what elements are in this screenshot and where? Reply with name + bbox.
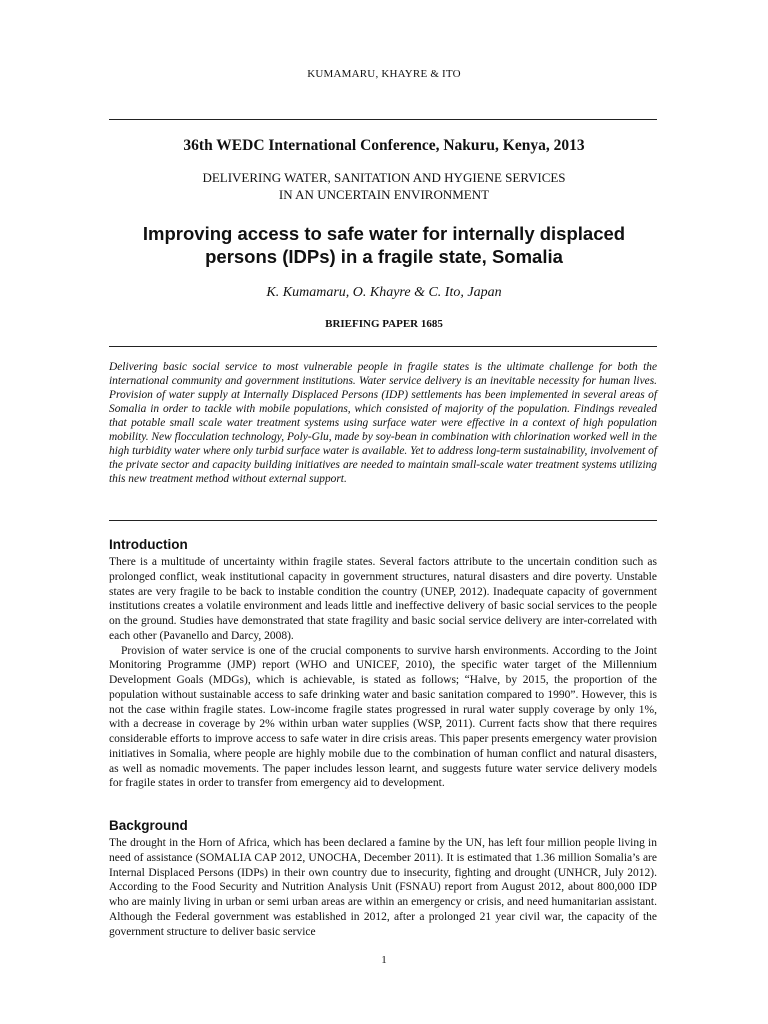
briefing-paper-label: BRIEFING PAPER 1685 bbox=[325, 318, 443, 330]
paper-title bbox=[110, 222, 658, 268]
abstract-top-divider bbox=[109, 346, 657, 347]
abstract: Delivering basic social service to most vulnerable people in fragile states is the ultimate challenge for both the international community and government institutions. Water service delivery is an inevitable necessity for human lives. Provision of water supply at Internally Displaced Persons (IDP) settlements has been implemented in several areas of Somalia in order to tackle with mobile populations, which consisted of majority of the population. Findings revealed that potable small scale water treatment systems using surface water were effective in a context of high population mobility. New flocculation technology, Poly-Glu, made by soy-bean in combination with chlorination worked well in the high turbidity water where only turbid surface water is available. Yet to address long-term sustainability, involvement of the private sector and capacity building initiatives are needed to maintain small-scale water treatment systems utilizing this new treatment method without external support. bbox=[109, 361, 657, 485]
title-line-1: Improving access to safe water for internally displaced bbox=[142, 223, 626, 244]
title-line-2: persons (IDPs) in a fragile state, Somalia bbox=[205, 246, 563, 267]
introduction-paragraph-2: Provision of water service is one of the crucial components to survive harsh environments. According to the Joint Monitoring Programme (JMP) report (WHO and UNICEF, 2010), the specific water target of the Millennium Development Goals (MDGs), which is achievable, is stated as follows; “Halve, by 2015, the proportion of the population without sustainable access to safe drinking water and basic sanitation compared to 1990”. However, this is not the case within fragile states. Low-income fragile states progressed in rural water supply coverage by only 1%, with a decrease in coverage by 2% within urban water supplies (WSP, 2011). Current facts show that there requires considerable efforts to improve access to safe water in dire crisis areas. This paper presents emergency water provision initiatives in Somalia, where people are highly mobile due to the combination of human conflict and natural disasters, as well as nomadic movements. The paper includes lesson learnt, and suggests future water service delivery models for fragile states in order to transfer from emergency aid to development. bbox=[109, 644, 657, 790]
section-background-body bbox=[109, 836, 657, 939]
running-head: KUMAMARU, KHAYRE & ITO bbox=[307, 68, 461, 80]
theme-line-1: DELIVERING WATER, SANITATION AND HYGIENE SERVICES bbox=[202, 170, 566, 185]
page-number: 1 bbox=[381, 954, 387, 966]
introduction-paragraph-1: There is a multitude of uncertainty within fragile states. Several factors attribute to the uncertain condition such as prolonged conflict, weak institutional capacity in government structures, natural disasters and dire poverty. Unstable states are very fragile to be back to instable condition the country (UNEP, 2012). Inadequate capacity of government institutions creates a volatile environment and leads little and ineffective delivery of basic social services to the people on the ground. Studies have demonstrated that state fragility and basic social service delivery are inter-correlated with each other (Pavanello and Darcy, 2008). bbox=[109, 556, 657, 642]
section-introduction-body bbox=[109, 555, 657, 791]
authors: K. Kumamaru, O. Khayre & C. Ito, Japan bbox=[266, 285, 502, 300]
conference-title: 36th WEDC International Conference, Nakuru, Kenya, 2013 bbox=[183, 137, 585, 154]
conference-theme bbox=[0, 169, 768, 203]
top-divider bbox=[109, 119, 657, 120]
theme-line-2: IN AN UNCERTAIN ENVIRONMENT bbox=[278, 187, 490, 202]
abstract-bottom-divider bbox=[109, 520, 657, 521]
section-heading-introduction: Introduction bbox=[109, 537, 188, 552]
background-paragraph-1: The drought in the Horn of Africa, which has been declared a famine by the UN, has left four million people living in need of assistance (SOMALIA CAP 2012, UNOCHA, December 2011). It is estimated that 1.36 million Somalia’s are Internal Displaced Persons (IDPs) in their own country due to insecurity, fighting and drought (UNHCR, July 2012). According to the Food Security and Nutrition Analysis Unit (FSNAU) report from August 2012, about 800,000 IDP who are mainly living in urban or semi urban areas are within an emergency or crisis, and need humanitarian assistant. Although the Federal government was established in 2012, after a prolonged 21 year civil war, the capacity of the government structure to deliver basic service bbox=[109, 837, 657, 938]
section-heading-background: Background bbox=[109, 818, 188, 833]
